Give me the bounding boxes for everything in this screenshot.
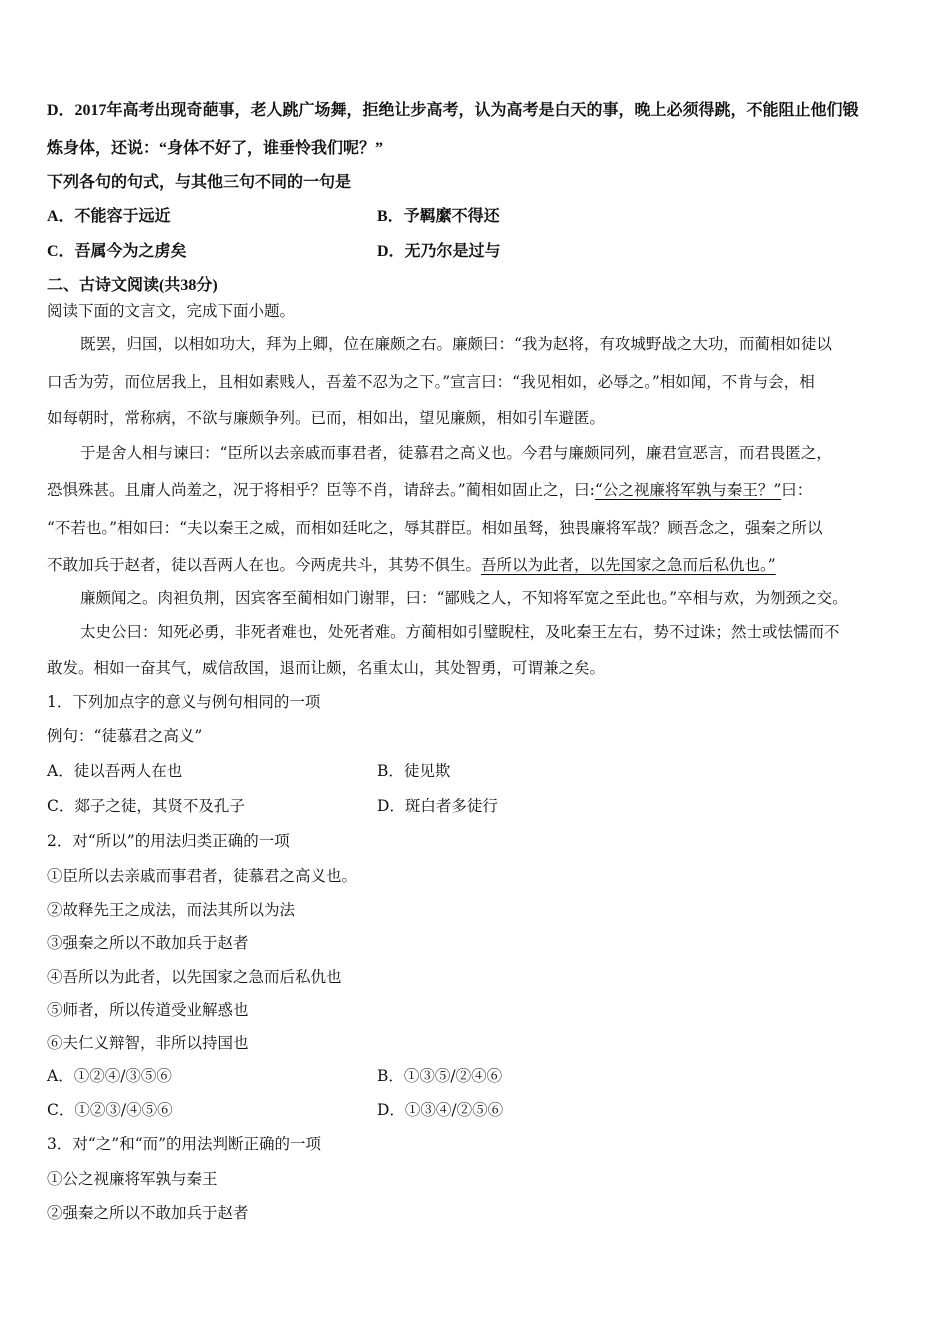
q1-option-c: C．郯子之徒，其贤不及孔子 xyxy=(47,797,245,815)
text: 不敢加兵于赵者，徒以吾两人在也。今两虎共斗，其势不俱生。 xyxy=(47,556,482,574)
underlined-sentence: 吾所以为此者，以先国家之急而后私仇也。” xyxy=(481,556,776,574)
passage-line: 于是舍人相与谏曰：“臣所以去亲戚而事君者，徒慕君之高义也。今君与廉颇同列，廉君宣恶言，而君畏匿之， xyxy=(80,444,832,462)
q3-stem: 3．对“之”和“而”的用法判断正确的一项 xyxy=(47,1135,322,1153)
option-d-line1: D．2017年高考出现奇葩事，老人跳广场舞，拒绝让步高考，认为高考是白天的事，晚上必须得跳，不能阻止他们锻 xyxy=(47,102,859,119)
q1-option-b: B．徒见欺 xyxy=(377,762,451,780)
text: 曰： xyxy=(781,481,813,499)
q3-item: ①公之视廉将军孰与秦王 xyxy=(47,1170,218,1188)
q2-option-d: D．①③④/②⑤⑥ xyxy=(377,1101,504,1119)
passage-line: 敢发。相如一奋其气，威信敌国，退而让颇，名重太山，其处智勇，可谓兼之矣。 xyxy=(47,659,606,677)
passage-line: 太史公曰：知死必勇，非死者难也，处死者难。方蔺相如引璧睨柱，及叱秦王左右，势不过诛；然士或怯懦而不 xyxy=(80,623,840,641)
passage-line: 廉颇闻之。肉袒负荆，因宾客至蔺相如门谢罪，曰：“鄙贱之人，不知将军宽之至此也。”卒相与欢，为刎颈之交。 xyxy=(80,589,848,607)
option-d: D．无乃尔是过与 xyxy=(377,243,501,260)
q1-option-d: D．斑白者多徒行 xyxy=(377,797,498,815)
q1-example: 例句：“徒慕君之高义” xyxy=(47,727,203,745)
q2-option-a: A．①②④/③⑤⑥ xyxy=(47,1067,172,1085)
q2-item: ④吾所以为此者，以先国家之急而后私仇也 xyxy=(47,968,342,986)
instruction: 阅读下面的文言文，完成下面小题。 xyxy=(47,302,296,320)
text: 恐惧殊甚。且庸人尚羞之，况于将相乎？臣等不肖，请辞去。”蔺相如固止之，曰: xyxy=(47,481,595,499)
q2-item: ⑤师者，所以传道受业解惑也 xyxy=(47,1001,249,1019)
passage-line xyxy=(47,555,776,575)
passage-line: “不若也。”相如曰：“夫以秦王之威，而相如廷叱之，辱其群臣。相如虽驽，独畏廉将军哉？顾吾念之，强秦之所以 xyxy=(47,519,823,537)
passage-line: 既罢，归国，以相如功大，拜为上卿，位在廉颇之右。廉颇曰：“我为赵将，有攻城野战之大功，而蔺相如徒以 xyxy=(80,335,832,353)
q2-item: ②故释先王之成法，而法其所以为法 xyxy=(47,901,296,919)
passage-line xyxy=(47,480,812,500)
q1-stem: 1．下列加点字的意义与例句相同的一项 xyxy=(47,693,321,711)
q1-option-a: A．徒以吾两人在也 xyxy=(47,762,183,780)
q2-item: ①臣所以去亲戚而事君者，徒慕君之高义也。 xyxy=(47,867,358,885)
question-stem: 下列各句的句式，与其他三句不同的一句是 xyxy=(47,174,352,191)
option-d-line2: 炼身体，还说：“身体不好了，谁垂怜我们呢？” xyxy=(47,140,384,157)
section-title: 二、古诗文阅读(共38分) xyxy=(47,277,218,294)
q2-option-c: C．①②③/④⑤⑥ xyxy=(47,1101,173,1119)
q2-option-b: B．①③⑤/②④⑥ xyxy=(377,1067,503,1085)
q2-stem: 2．对“所以”的用法归类正确的一项 xyxy=(47,832,290,850)
q2-item: ⑥夫仁义辩智，非所以持国也 xyxy=(47,1034,249,1052)
underlined-sentence: “公之视廉将军孰与秦王？” xyxy=(594,481,782,499)
q3-item: ②强秦之所以不敢加兵于赵者 xyxy=(47,1204,249,1222)
option-c: C．吾属今为之虏矣 xyxy=(47,243,187,260)
option-b: B．予羁縻不得还 xyxy=(377,208,500,225)
option-a: A．不能容于远近 xyxy=(47,208,171,225)
q2-item: ③强秦之所以不敢加兵于赵者 xyxy=(47,934,249,952)
passage-line: 如每朝时，常称病，不欲与廉颇争列。已而，相如出，望见廉颇，相如引车避匿。 xyxy=(47,409,606,427)
passage-line: 口舌为劳，而位居我上，且相如素贱人，吾羞不忍为之下。”宣言曰：“我见相如，必辱之。”相如闻，不肯与会，相 xyxy=(47,373,815,391)
